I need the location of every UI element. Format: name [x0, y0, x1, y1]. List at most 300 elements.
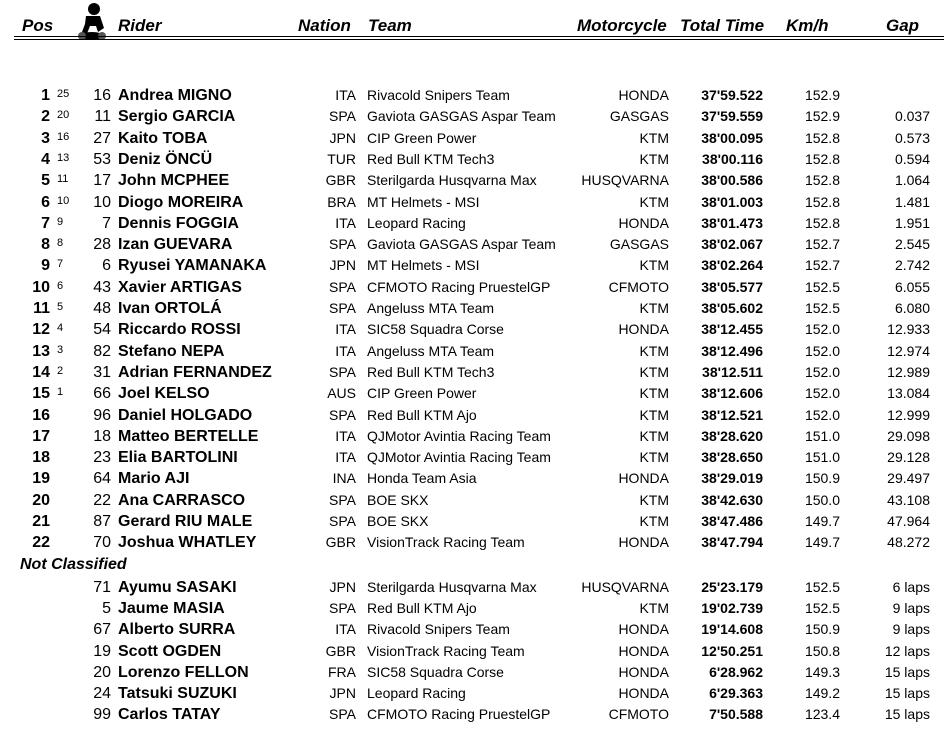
cell-moto: KTM	[639, 150, 669, 167]
cell-kmh: 150.0	[804, 491, 840, 508]
cell-nation: SPA	[329, 600, 356, 617]
cell-pts: 1	[57, 386, 64, 399]
cell-kmh: 152.0	[804, 406, 840, 423]
cell-team: Sterilgarda Husqvarna Max	[367, 579, 537, 595]
cell-time: 25'23.179	[701, 579, 763, 595]
cell-pos: 16	[32, 406, 50, 424]
cell-gap: 0.037	[894, 108, 930, 125]
result-row	[0, 447, 952, 468]
cell-team: Angeluss MTA Team	[367, 342, 495, 359]
cell-num: 19	[93, 642, 111, 660]
cell-kmh: 149.7	[804, 534, 840, 551]
col-motorcycle: Motorcycle	[577, 16, 667, 35]
cell-team: Rivacold Snipers Team	[367, 87, 510, 103]
result-row	[0, 362, 952, 383]
cell-rider: Ana CARRASCO	[118, 491, 246, 509]
cell-team: QJMotor Avintia Racing Team	[367, 427, 551, 444]
cell-kmh: 149.7	[804, 513, 840, 529]
cell-gap: 29.098	[887, 427, 930, 444]
cell-kmh: 149.3	[804, 663, 840, 680]
cell-moto: HONDA	[618, 685, 669, 701]
cell-time: 38'47.486	[701, 513, 763, 529]
cell-moto: HONDA	[618, 214, 669, 231]
cell-gap: 15 laps	[884, 685, 930, 701]
cell-num: 99	[93, 706, 111, 724]
cell-kmh: 152.5	[804, 600, 840, 617]
cell-moto: KTM	[639, 385, 669, 402]
cell-num: 43	[93, 278, 111, 296]
cell-pos: 1	[41, 87, 50, 104]
cell-nation: JPN	[329, 685, 356, 701]
cell-rider: John MCPHEE	[118, 172, 230, 190]
cell-pos: 5	[41, 172, 50, 190]
cell-moto: HONDA	[618, 321, 669, 338]
col-nation: Nation	[298, 16, 351, 35]
cell-num: 48	[93, 300, 111, 317]
cell-pts: 5	[57, 301, 64, 313]
cell-kmh: 152.9	[804, 87, 840, 103]
cell-num: 22	[93, 491, 111, 509]
cell-num: 71	[93, 579, 111, 596]
result-row	[0, 106, 952, 127]
cell-pos: 4	[41, 150, 50, 168]
cell-moto: KTM	[639, 513, 669, 529]
result-row	[0, 662, 952, 683]
cell-time: 38'02.067	[701, 236, 763, 253]
cell-nation: SPA	[329, 300, 356, 316]
col-kmh: Km/h	[786, 16, 829, 35]
cell-kmh: 152.8	[804, 150, 840, 167]
cell-time: 38'01.473	[701, 214, 763, 231]
cell-rider: Deniz ÖNCÜ	[118, 150, 213, 168]
cell-rider: Elia BARTOLINI	[118, 449, 238, 467]
cell-pts: 10	[57, 194, 70, 207]
cell-kmh: 152.5	[804, 579, 840, 595]
cell-rider: Andrea MIGNO	[118, 87, 232, 104]
cell-gap: 13.084	[887, 385, 930, 402]
cell-num: 67	[93, 621, 111, 639]
cell-nation: INA	[332, 470, 356, 487]
result-row	[0, 511, 952, 532]
cell-pos: 18	[32, 449, 50, 467]
cell-moto: KTM	[639, 449, 669, 466]
cell-pos: 3	[41, 129, 50, 147]
cell-gap: 12.933	[887, 321, 930, 338]
cell-gap: 12.989	[887, 363, 930, 380]
cell-nation: BRA	[327, 193, 356, 210]
results-header	[0, 0, 952, 44]
cell-pts: 9	[57, 215, 64, 228]
cell-gap: 6.055	[894, 278, 930, 295]
cell-rider: Stefano NEPA	[118, 342, 225, 360]
cell-rider: Sergio GARCIA	[118, 108, 236, 126]
result-row	[0, 298, 952, 319]
cell-num: 6	[102, 257, 111, 275]
col-rider: Rider	[118, 16, 162, 35]
cell-num: 24	[93, 685, 111, 702]
cell-num: 28	[93, 236, 111, 254]
cell-moto: HONDA	[618, 87, 669, 103]
cell-rider: Izan GUEVARA	[118, 236, 233, 254]
cell-nation: JPN	[329, 129, 356, 146]
cell-kmh: 152.0	[804, 385, 840, 402]
cell-nation: SPA	[329, 706, 356, 723]
cell-team: Gaviota GASGAS Aspar Team	[367, 108, 556, 125]
cell-time: 38'05.602	[701, 300, 763, 316]
cell-team: Sterilgarda Husqvarna Max	[367, 172, 537, 189]
cell-moto: GASGAS	[609, 236, 669, 253]
cell-pts: 13	[57, 151, 70, 164]
cell-nation: GBR	[325, 534, 356, 551]
result-row	[0, 234, 952, 255]
cell-rider: Gerard RIU MALE	[118, 513, 253, 530]
cell-rider: Adrian FERNANDEZ	[118, 363, 272, 381]
cell-team: Red Bull KTM Tech3	[367, 363, 495, 380]
cell-gap: 2.545	[894, 236, 930, 253]
cell-time: 19'02.739	[701, 600, 763, 617]
cell-rider: Ivan ORTOLÁ	[118, 300, 222, 317]
cell-pos: 13	[32, 342, 50, 360]
cell-rider: Ryusei YAMANAKA	[118, 257, 267, 275]
cell-team: CIP Green Power	[367, 129, 477, 146]
cell-team: Gaviota GASGAS Aspar Team	[367, 236, 556, 253]
cell-moto: KTM	[639, 300, 669, 316]
cell-nation: ITA	[335, 87, 356, 103]
cell-pts: 25	[57, 88, 70, 100]
cell-pos: 6	[41, 193, 50, 211]
cell-team: BOE SKX	[367, 491, 429, 508]
cell-gap: 6.080	[894, 300, 930, 316]
cell-kmh: 152.7	[804, 257, 840, 274]
cell-rider: Daniel HOLGADO	[118, 406, 253, 424]
cell-pos: 7	[41, 214, 50, 232]
cell-time: 38'05.577	[701, 278, 763, 295]
cell-nation: ITA	[335, 427, 356, 444]
cell-time: 19'14.608	[701, 621, 763, 638]
cell-time: 38'28.650	[701, 449, 763, 466]
cell-pos: 22	[32, 534, 50, 552]
cell-pts: 4	[57, 322, 64, 335]
cell-pts: 6	[57, 279, 64, 292]
col-gap: Gap	[886, 16, 920, 35]
cell-kmh: 152.8	[804, 129, 840, 146]
result-row	[0, 128, 952, 149]
cell-kmh: 149.2	[804, 685, 840, 701]
cell-pts: 11	[57, 173, 69, 186]
cell-gap: 12.999	[887, 406, 930, 423]
cell-rider: Dennis FOGGIA	[118, 214, 239, 232]
col-team: Team	[368, 16, 412, 35]
cell-kmh: 150.8	[804, 642, 840, 659]
result-row	[0, 277, 952, 298]
cell-moto: HONDA	[618, 621, 669, 638]
cell-moto: HONDA	[618, 470, 669, 487]
cell-team: VisionTrack Racing Team	[367, 642, 525, 659]
cell-gap: 6 laps	[892, 579, 930, 595]
cell-num: 53	[93, 150, 111, 168]
cell-team: MT Helmets - MSI	[367, 193, 480, 210]
cell-kmh: 152.0	[804, 321, 840, 338]
cell-num: 11	[94, 108, 111, 126]
cell-num: 66	[93, 385, 111, 403]
cell-moto: HONDA	[618, 642, 669, 659]
cell-kmh: 152.8	[804, 193, 840, 210]
cell-rider: Alberto SURRA	[118, 621, 236, 639]
cell-time: 7'50.588	[709, 706, 763, 723]
cell-kmh: 150.9	[804, 470, 840, 487]
cell-time: 38'12.521	[701, 406, 763, 423]
cell-rider: Matteo BERTELLE	[118, 427, 259, 445]
result-row	[0, 383, 952, 404]
result-row	[0, 468, 952, 489]
cell-num: 5	[102, 600, 111, 618]
cell-moto: KTM	[639, 406, 669, 423]
cell-gap: 0.594	[894, 150, 930, 167]
result-row	[0, 255, 952, 276]
result-row	[0, 341, 952, 362]
cell-team: CFMOTO Racing PruestelGP	[367, 706, 551, 723]
cell-kmh: 152.0	[804, 342, 840, 359]
cell-time: 38'00.586	[701, 172, 763, 189]
cell-nation: TUR	[327, 150, 356, 167]
cell-pos: 8	[41, 236, 50, 254]
result-row	[0, 577, 952, 598]
cell-rider: Ayumu SASAKI	[118, 579, 237, 596]
result-row	[0, 213, 952, 234]
cell-gap: 9 laps	[892, 621, 930, 638]
cell-gap: 29.497	[887, 470, 930, 487]
cell-team: Red Bull KTM Ajo	[367, 600, 477, 617]
cell-team: QJMotor Avintia Racing Team	[367, 449, 551, 466]
result-row	[0, 704, 952, 725]
cell-moto: KTM	[639, 491, 669, 508]
cell-pos: 21	[32, 513, 50, 530]
result-row	[0, 532, 952, 553]
cell-pts: 3	[57, 343, 64, 356]
cell-rider: Riccardo ROSSI	[118, 321, 241, 339]
not-classified-title: Not Classified	[20, 556, 127, 573]
cell-nation: ITA	[335, 214, 356, 231]
cell-team: VisionTrack Racing Team	[367, 534, 525, 551]
cell-rider: Mario AJI	[118, 470, 190, 488]
cell-pos: 10	[32, 278, 50, 296]
cell-pos: 11	[33, 300, 50, 317]
cell-team: SIC58 Squadra Corse	[367, 663, 504, 680]
cell-nation: FRA	[328, 663, 356, 680]
cell-moto: KTM	[639, 600, 669, 617]
result-row	[0, 405, 952, 426]
cell-team: CFMOTO Racing PruestelGP	[367, 278, 551, 295]
cell-num: 16	[93, 87, 111, 104]
cell-moto: KTM	[639, 427, 669, 444]
cell-moto: KTM	[639, 193, 669, 210]
cell-time: 37'59.559	[701, 108, 763, 125]
cell-time: 38'12.511	[702, 363, 763, 380]
cell-team: SIC58 Squadra Corse	[367, 321, 504, 338]
cell-kmh: 152.8	[804, 172, 840, 189]
cell-moto: KTM	[639, 257, 669, 274]
cell-moto: HONDA	[618, 663, 669, 680]
cell-nation: JPN	[329, 257, 356, 274]
cell-rider: Tatsuki SUZUKI	[118, 685, 237, 702]
cell-rider: Carlos TATAY	[118, 706, 221, 724]
cell-pos: 14	[32, 363, 50, 381]
cell-kmh: 152.9	[804, 108, 840, 125]
cell-gap: 15 laps	[884, 706, 930, 723]
cell-kmh: 152.5	[804, 278, 840, 295]
cell-num: 17	[93, 172, 111, 190]
cell-pts: 16	[57, 130, 70, 143]
header-divider	[14, 36, 944, 37]
result-row	[0, 170, 952, 191]
cell-nation: SPA	[329, 491, 356, 508]
cell-kmh: 152.7	[804, 236, 840, 253]
cell-team: Leopard Racing	[367, 685, 466, 701]
cell-num: 20	[93, 663, 111, 681]
cell-num: 10	[93, 193, 111, 211]
cell-pts: 20	[57, 109, 70, 122]
cell-gap: 15 laps	[884, 663, 930, 680]
cell-gap: 0.573	[894, 129, 930, 146]
cell-team: Rivacold Snipers Team	[367, 621, 510, 638]
cell-kmh: 152.0	[804, 363, 840, 380]
cell-pos: 20	[32, 491, 50, 509]
cell-num: 18	[93, 427, 111, 445]
cell-time: 38'12.455	[701, 321, 763, 338]
cell-time: 12'50.251	[701, 642, 763, 659]
cell-time: 6'28.962	[709, 663, 763, 680]
cell-gap: 12.974	[887, 342, 930, 359]
cell-gap: 2.742	[894, 257, 930, 274]
cell-rider: Joshua WHATLEY	[118, 534, 257, 552]
cell-num: 31	[93, 363, 111, 381]
cell-time: 38'00.116	[702, 150, 763, 167]
cell-kmh: 151.0	[804, 427, 840, 444]
result-row	[0, 598, 952, 619]
cell-num: 54	[93, 321, 111, 339]
cell-num: 7	[102, 214, 111, 232]
cell-nation: ITA	[335, 621, 356, 638]
cell-nation: ITA	[335, 321, 356, 338]
cell-time: 38'02.264	[701, 257, 763, 274]
cell-team: Red Bull KTM Ajo	[367, 406, 477, 423]
cell-nation: ITA	[335, 342, 356, 359]
cell-pos: 9	[41, 257, 50, 275]
cell-gap: 12 laps	[884, 642, 930, 659]
cell-num: 87	[93, 513, 111, 530]
cell-gap: 9 laps	[892, 600, 930, 617]
cell-gap: 1.481	[894, 193, 930, 210]
col-total-time: Total Time	[680, 16, 765, 35]
cell-moto: HONDA	[618, 534, 669, 551]
cell-nation: SPA	[329, 278, 356, 295]
cell-rider: Joel KELSO	[118, 385, 210, 403]
result-row	[0, 490, 952, 511]
cell-time: 38'00.095	[701, 129, 763, 146]
header-divider	[14, 39, 944, 40]
cell-pos: 12	[32, 321, 50, 339]
cell-time: 38'28.620	[701, 427, 763, 444]
cell-num: 27	[93, 129, 111, 147]
cell-pts: 8	[57, 237, 64, 250]
cell-gap: 43.108	[887, 491, 930, 508]
cell-pts: 2	[57, 364, 64, 377]
cell-team: BOE SKX	[367, 513, 429, 529]
cell-nation: ITA	[335, 449, 356, 466]
cell-time: 38'29.019	[701, 470, 763, 487]
cell-team: MT Helmets - MSI	[367, 257, 480, 274]
cell-num: 70	[93, 534, 111, 552]
cell-moto: KTM	[639, 342, 669, 359]
result-row	[0, 85, 952, 106]
cell-kmh: 150.9	[804, 621, 840, 638]
cell-team: Angeluss MTA Team	[367, 300, 495, 316]
cell-num: 82	[93, 342, 111, 360]
cell-team: Leopard Racing	[367, 214, 466, 231]
cell-nation: GBR	[325, 172, 356, 189]
cell-moto: CFMOTO	[608, 278, 669, 295]
cell-gap: 1.064	[894, 172, 930, 189]
result-row	[0, 192, 952, 213]
cell-time: 37'59.522	[701, 87, 763, 103]
cell-pos: 17	[32, 427, 50, 445]
cell-moto: HUSQVARNA	[581, 172, 669, 189]
cell-gap: 29.128	[887, 449, 930, 466]
cell-kmh: 152.5	[804, 300, 840, 316]
cell-nation: SPA	[329, 513, 356, 529]
cell-team: Red Bull KTM Tech3	[367, 150, 495, 167]
cell-moto: KTM	[639, 129, 669, 146]
cell-pos: 2	[41, 108, 50, 126]
cell-nation: SPA	[329, 406, 356, 423]
cell-rider: Xavier ARTIGAS	[118, 278, 242, 296]
result-row	[0, 683, 952, 704]
cell-kmh: 151.0	[804, 449, 840, 466]
cell-nation: SPA	[329, 236, 356, 253]
cell-rider: Scott OGDEN	[118, 642, 222, 660]
cell-rider: Jaume MASIA	[118, 600, 225, 618]
cell-time: 38'12.496	[701, 342, 763, 359]
cell-gap: 47.964	[887, 513, 930, 529]
cell-nation: AUS	[327, 385, 356, 402]
cell-pos: 15	[32, 385, 50, 403]
cell-moto: GASGAS	[609, 108, 669, 125]
cell-time: 38'47.794	[701, 534, 763, 551]
cell-kmh: 152.8	[804, 214, 840, 231]
cell-nation: SPA	[329, 363, 356, 380]
result-row	[0, 641, 952, 662]
cell-moto: HUSQVARNA	[581, 579, 669, 595]
cell-moto: KTM	[639, 363, 669, 380]
result-row	[0, 149, 952, 170]
cell-rider: Diogo MOREIRA	[118, 193, 244, 211]
cell-rider: Lorenzo FELLON	[118, 663, 249, 681]
cell-nation: SPA	[329, 108, 356, 125]
cell-time: 6'29.363	[709, 685, 763, 701]
cell-gap: 1.951	[894, 214, 930, 231]
cell-rider: Kaito TOBA	[118, 129, 208, 147]
cell-gap: 48.272	[887, 534, 930, 551]
col-pos: Pos	[22, 16, 54, 35]
result-row	[0, 426, 952, 447]
cell-time: 38'42.630	[701, 491, 763, 508]
result-row	[0, 319, 952, 340]
cell-kmh: 123.4	[804, 706, 840, 723]
result-row	[0, 619, 952, 640]
cell-moto: CFMOTO	[608, 706, 669, 723]
cell-num: 64	[93, 470, 111, 488]
cell-num: 23	[93, 449, 111, 467]
